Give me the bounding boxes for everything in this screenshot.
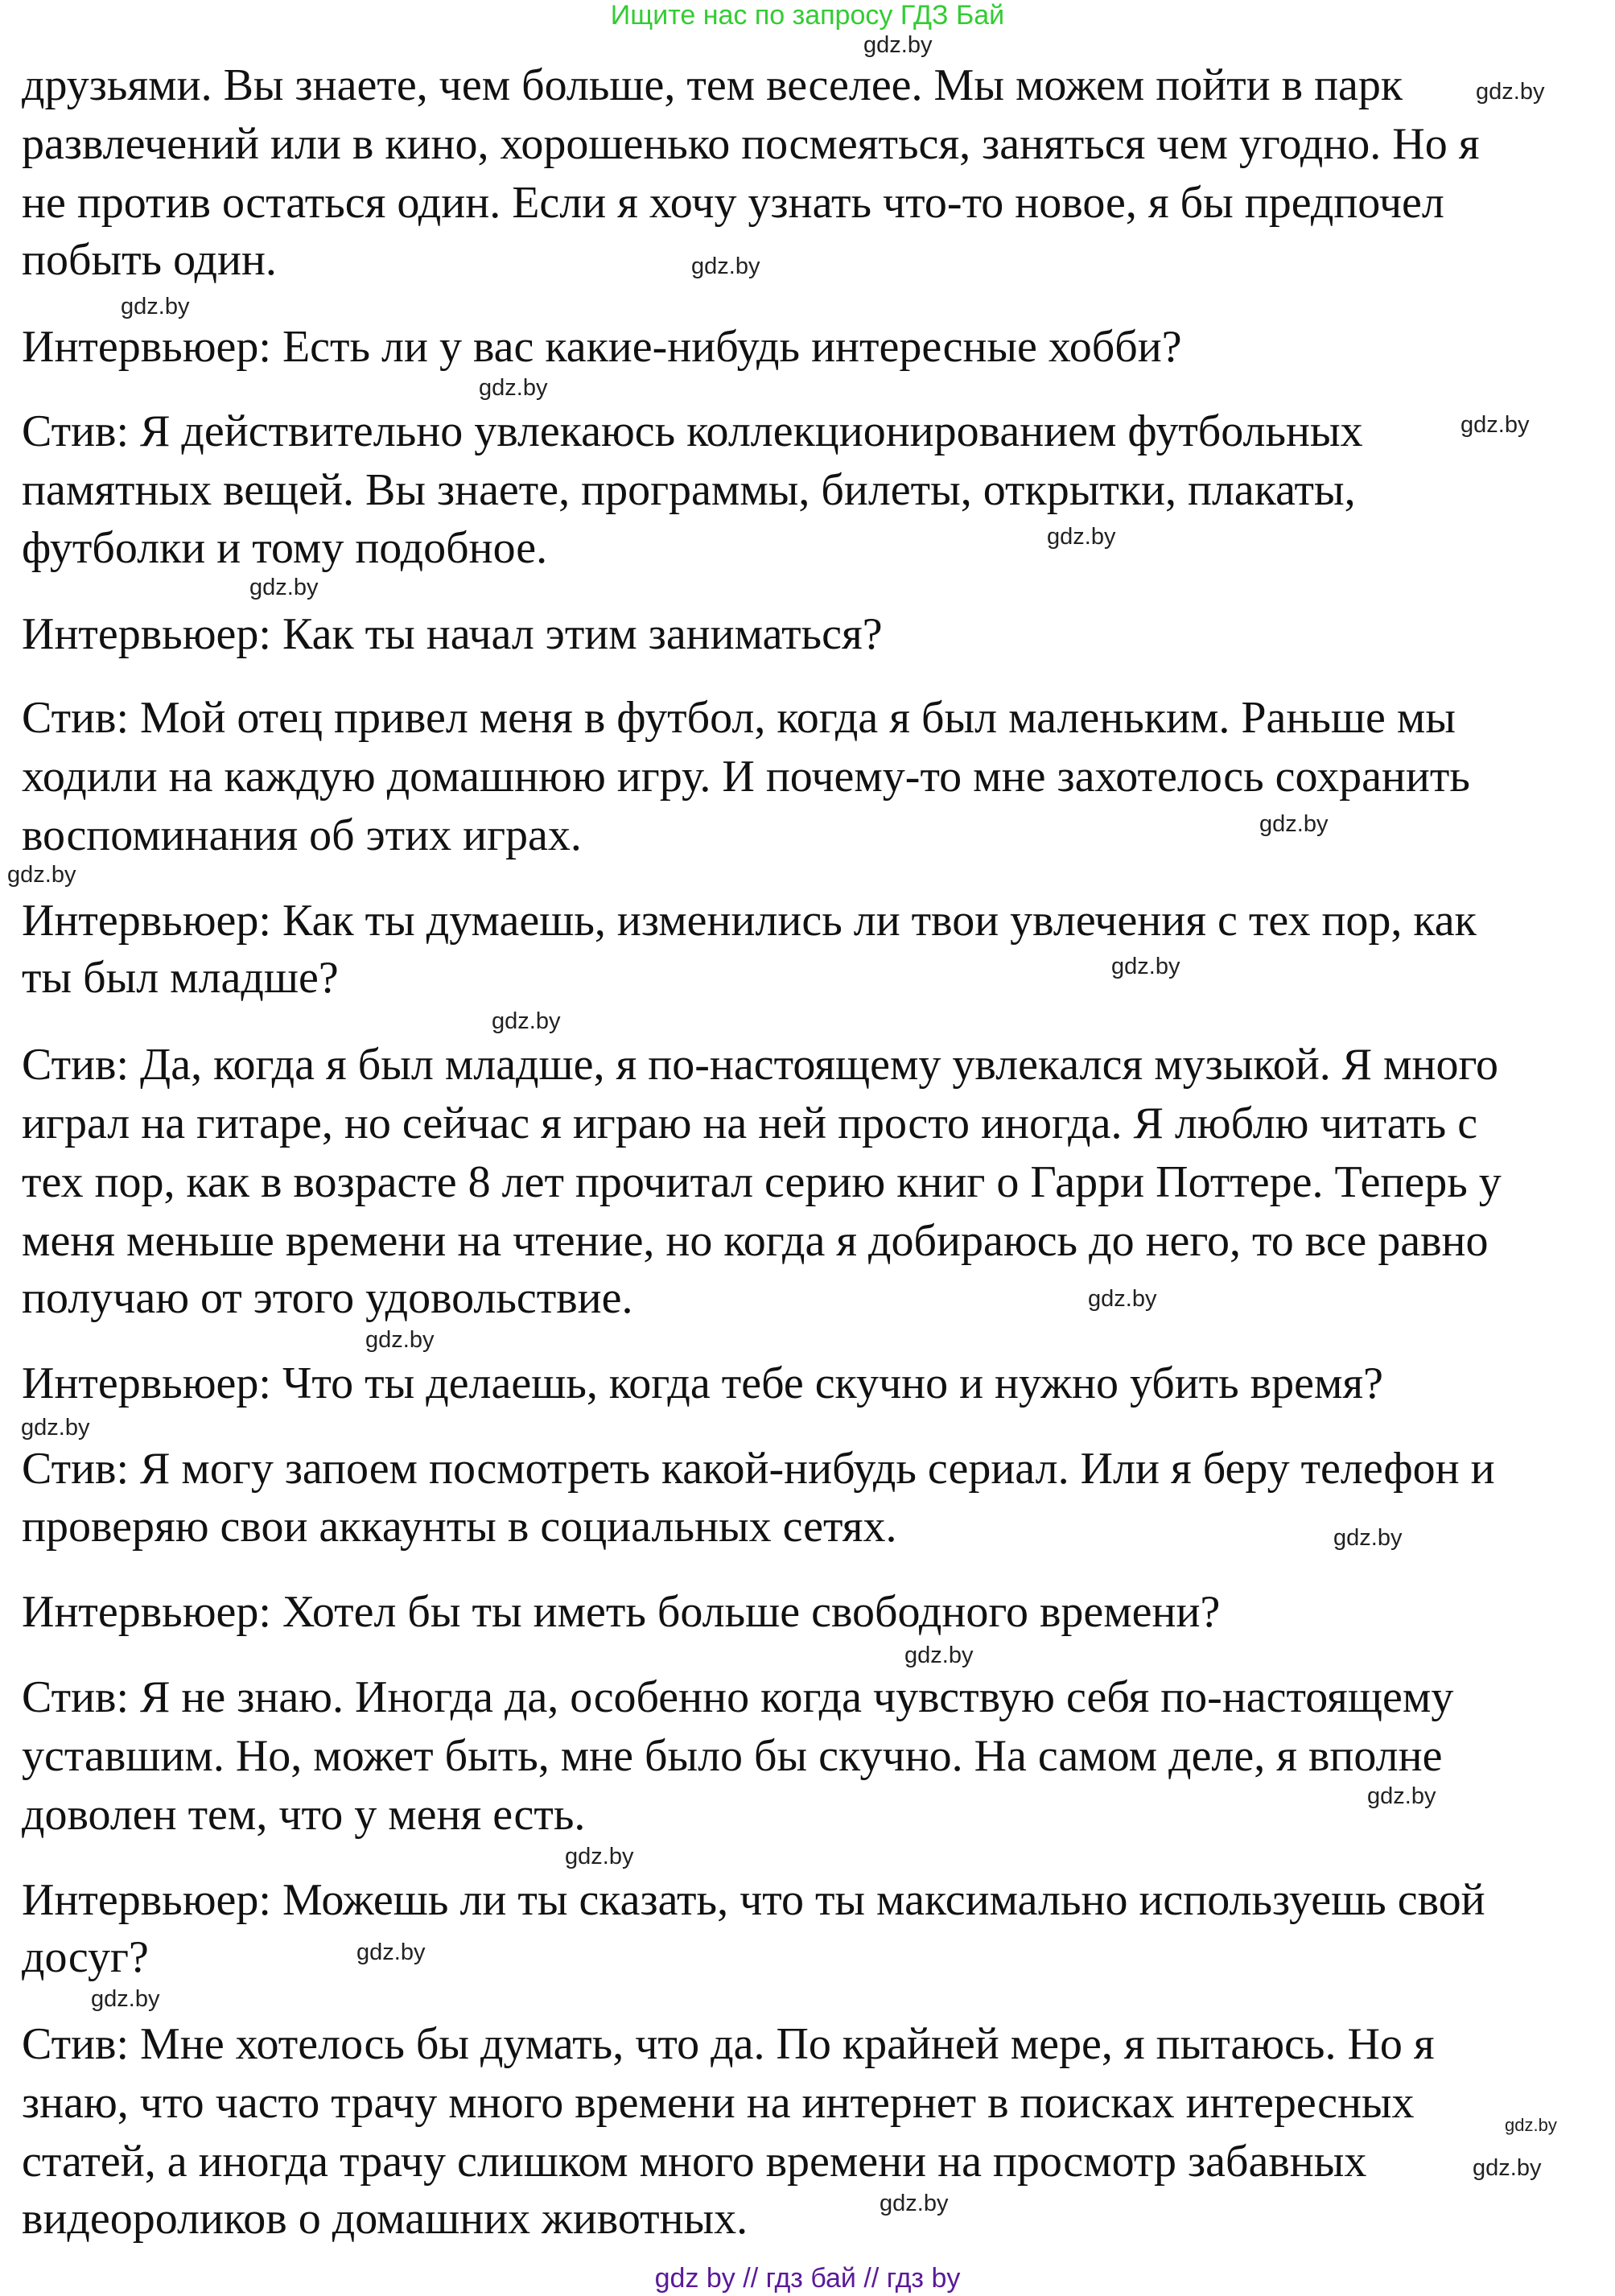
watermark: gdz.by	[91, 1986, 160, 2012]
text-line: ты был младше?	[22, 953, 339, 1003]
text-line: Стив: Да, когда я был младше, я по-настоящему увлекался музыкой. Я много	[22, 1040, 1499, 1090]
footer-links[interactable]: gdz by // гдз бай // гдз by	[654, 2263, 961, 2294]
text-line: Интервьюер: Как ты думаешь, изменились ли твои увлечения с тех пор, как	[22, 896, 1477, 946]
text-line: Интервьюер: Что ты делаешь, когда тебе скучно и нужно убить время?	[22, 1358, 1384, 1408]
text-line: Стив: Я не знаю. Иногда да, особенно когда чувствую себя по-настоящему	[22, 1672, 1454, 1722]
text-line: побыть один.	[22, 235, 277, 285]
watermark: gdz.by	[1047, 524, 1116, 550]
text-line: Стив: Мой отец привел меня в футбол, когда я был маленьким. Раньше мы	[22, 693, 1456, 743]
text-line: Стив: Я могу запоем посмотреть какой-нибудь сериал. Или я беру телефон и	[22, 1444, 1495, 1494]
text-line: памятных вещей. Вы знаете, программы, билеты, открытки, плакаты,	[22, 465, 1356, 515]
watermark: gdz.by	[565, 1844, 634, 1869]
text-line: досуг?	[22, 1932, 149, 1982]
text-line: Стив: Мне хотелось бы думать, что да. По крайней мере, я пытаюсь. Но я	[22, 2019, 1435, 2069]
text-line: ходили на каждую домашнюю игру. И почему-то мне захотелось сохранить	[22, 752, 1470, 802]
watermark: gdz.by	[863, 32, 933, 58]
watermark: gdz.by	[1505, 2115, 1557, 2135]
text-line: Интервьюер: Хотел бы ты иметь больше свободного времени?	[22, 1587, 1221, 1637]
watermark: gdz.by	[1367, 1783, 1436, 1809]
text-line: развлечений или в кино, хорошенько посмеяться, заняться чем угодно. Но я	[22, 119, 1480, 169]
text-line: статей, а иногда трачу слишком много времени на просмотр забавных	[22, 2137, 1367, 2187]
watermark: gdz.by	[691, 254, 760, 279]
text-line: друзьями. Вы знаете, чем больше, тем веселее. Мы можем пойти в парк	[22, 60, 1403, 110]
text-line: знаю, что часто трачу много времени на интернет в поисках интересных	[22, 2078, 1415, 2128]
watermark: gdz.by	[904, 1643, 974, 1668]
text-line: Интервьюер: Можешь ли ты сказать, что ты максимально используешь свой	[22, 1875, 1485, 1925]
watermark: gdz.by	[1088, 1286, 1157, 1312]
watermark: gdz.by	[479, 375, 548, 401]
text-line: меня меньше времени на чтение, но когда я добираюсь до него, то все равно	[22, 1216, 1489, 1266]
watermark: gdz.by	[1333, 1525, 1403, 1551]
text-line: тех пор, как в возрасте 8 лет прочитал серию книг о Гарри Поттере. Теперь у	[22, 1157, 1502, 1207]
watermark: gdz.by	[880, 2191, 949, 2216]
text-line: футболки и тому подобное.	[22, 523, 548, 573]
text-line: видеороликов о домашних животных.	[22, 2194, 748, 2244]
watermark: gdz.by	[1111, 954, 1180, 979]
text-line: проверяю свои аккаунты в социальных сетях.	[22, 1502, 897, 1552]
watermark: gdz.by	[1476, 79, 1545, 105]
watermark: gdz.by	[492, 1008, 561, 1034]
watermark: gdz.by	[356, 1939, 426, 1965]
text-line: Интервьюер: Как ты начал этим заниматься?	[22, 609, 883, 659]
text-line: Интервьюер: Есть ли у вас какие-нибудь интересные хобби?	[22, 322, 1182, 372]
text-line: не против остаться один. Если я хочу узнать что-то новое, я бы предпочел	[22, 178, 1444, 228]
text-line: играл на гитаре, но сейчас я играю на ней просто иногда. Я люблю читать с	[22, 1099, 1478, 1148]
watermark: gdz.by	[365, 1327, 435, 1353]
watermark: gdz.by	[121, 294, 190, 319]
watermark: gdz.by	[21, 1415, 90, 1441]
text-line: воспоминания об этих играх.	[22, 810, 582, 860]
watermark: gdz.by	[1259, 811, 1329, 837]
watermark: gdz.by	[7, 862, 76, 888]
text-line: доволен тем, что у меня есть.	[22, 1790, 586, 1840]
text-line: Стив: Я действительно увлекаюсь коллекционированием футбольных	[22, 406, 1363, 456]
watermark: gdz.by	[1461, 412, 1530, 438]
watermark: gdz.by	[249, 575, 319, 600]
text-line: получаю от этого удовольствие.	[22, 1273, 633, 1323]
text-line: уставшим. Но, может быть, мне было бы скучно. На самом деле, я вполне	[22, 1731, 1443, 1781]
watermark: gdz.by	[1473, 2155, 1542, 2181]
promo-banner[interactable]: Ищите нас по запросу ГДЗ Бай	[610, 0, 1005, 31]
